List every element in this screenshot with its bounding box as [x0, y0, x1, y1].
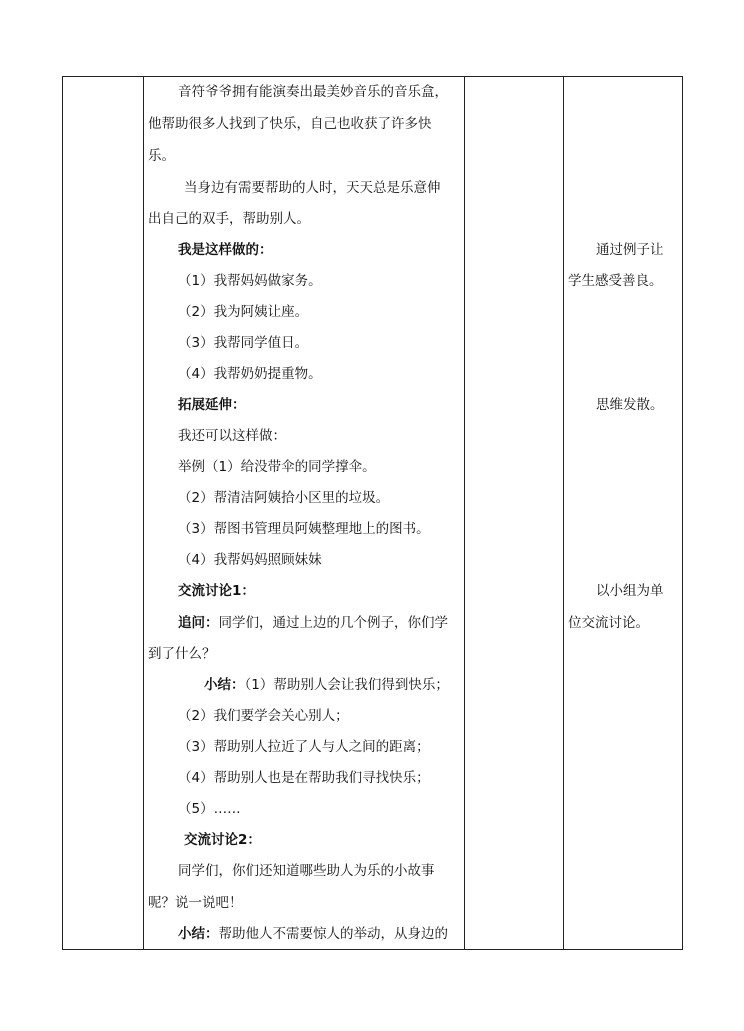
content-line: （5）…… — [178, 801, 241, 817]
section-heading: 拓展延伸： — [178, 397, 246, 413]
summary-text: 帮助他人不需要惊人的举动，从身边的 — [218, 926, 448, 942]
content-line: （3）我帮同学值日。 — [178, 335, 309, 351]
lesson-table — [62, 76, 683, 950]
content-line: 音符爷爷拥有能演奏出最美妙音乐的音乐盒， — [178, 84, 448, 100]
content-line: （4）我帮奶奶提重物。 — [178, 366, 322, 382]
content-line — [178, 926, 448, 942]
content-line — [178, 615, 448, 631]
content-line: （4）我帮妈妈照顾妹妹 — [178, 552, 322, 568]
content-line: 举例（1）给没带伞的同学撑伞。 — [178, 459, 376, 475]
summary-label: 小结： — [204, 677, 245, 693]
content-line: 同学们，你们还知道哪些助人为乐的小故事 — [178, 863, 435, 879]
content-line: 呢？说一说吧！ — [148, 895, 243, 911]
column-divider-1 — [143, 77, 144, 949]
column-divider-2 — [464, 77, 465, 949]
note-line: 思维发散。 — [596, 397, 664, 413]
content-line: 出自己的双手，帮助别人。 — [148, 211, 310, 227]
note-line: 以小组为单 — [596, 583, 664, 599]
summary-text: （1）帮助别人会让我们得到快乐； — [244, 677, 449, 693]
summary-label: 小结： — [178, 926, 219, 942]
content-line: 我还可以这样做： — [178, 428, 286, 444]
content-line: （2）我们要学会关心别人； — [178, 708, 349, 724]
content-line: （3）帮图书管理员阿姨整理地上的图书。 — [178, 521, 430, 537]
content-line: （4）帮助别人也是在帮助我们寻找快乐； — [178, 770, 430, 786]
followup-text: 同学们，通过上边的几个例子，你们学 — [218, 615, 448, 631]
column-divider-3 — [563, 77, 564, 949]
content-line — [204, 677, 449, 693]
content-line: 他帮助很多人找到了快乐，自己也收获了许多快 — [148, 116, 432, 132]
content-line: （1）我帮妈妈做家务。 — [178, 273, 322, 289]
content-line: 乐。 — [148, 148, 175, 164]
content-line: 当身边有需要帮助的人时，天天总是乐意伸 — [184, 180, 441, 196]
content-line: （3）帮助别人拉近了人与人之间的距离； — [178, 739, 430, 755]
note-line: 通过例子让 — [596, 242, 664, 258]
note-line: 位交流讨论。 — [568, 615, 649, 631]
note-line: 学生感受善良。 — [568, 273, 663, 289]
content-line: （2）帮清洁阿姨拾小区里的垃圾。 — [178, 490, 390, 506]
content-line: 到了什么？ — [148, 646, 216, 662]
section-heading: 交流讨论1： — [178, 583, 255, 599]
followup-label: 追问： — [178, 615, 219, 631]
content-line: （2）我为阿姨让座。 — [178, 304, 309, 320]
section-heading: 我是这样做的： — [178, 242, 273, 258]
section-heading: 交流讨论2： — [184, 832, 261, 848]
